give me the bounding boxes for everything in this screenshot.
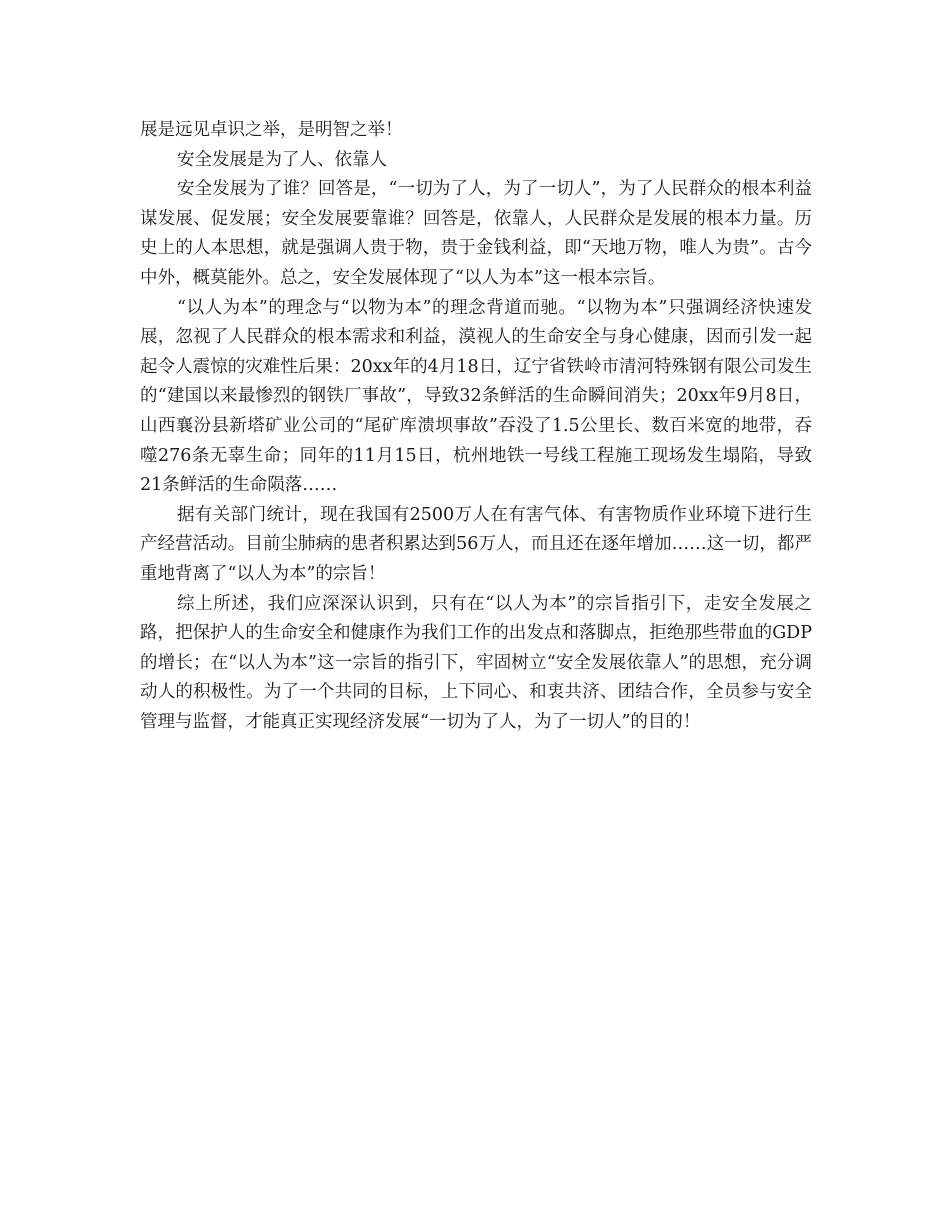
document-body <box>140 116 812 737</box>
paragraph-purpose: 安全发展为了谁？回答是，“一切为了人，为了一切人”，为了人民群众的根本利益谋发展、促发展；安全发展要靠谁？回答是，依靠人，人民群众是发展的根本力量。历史上的人本思想，就是强调人贵于物，贵于金钱利益，即“天地万物，唯人为贵”。古今中外，概莫能外。总之，安全发展体现了“以人为本”这一根本宗旨。 <box>140 179 812 288</box>
paragraph-contrast: “以人为本”的理念与“以物为本”的理念背道而驰。“以物为本”只强调经济快速发展，忽视了人民群众的根本需求和利益，漠视人的生命安全与身心健康，因而引发一起起令人震惊的灾难性后果：20xx年的4月18日，辽宁省铁岭市清河特殊钢有限公司发生的“建国以来最惨烈的钢铁厂事故”，导致32条鲜活的生命瞬间消失；20xx年9月8日，山西襄汾县新塔矿业公司的“尾矿库溃坝事故”吞没了1.5公里长、数百米宽的地带，吞噬276条无辜生命；同年的11月15日，杭州地铁一号线工程施工现场发生塌陷，导致21条鲜活的生命陨落…… <box>140 297 812 496</box>
section-heading: 安全发展是为了人、依靠人 <box>177 149 387 170</box>
paragraph-conclusion: 综上所述，我们应深深认识到，只有在“以人为本”的宗旨指引下，走安全发展之路，把保护人的生命安全和健康作为我们工作的出发点和落脚点，拒绝那些带血的GDP的增长；在“以人为本”这一宗旨的指引下，牢固树立“安全发展依靠人”的思想，充分调动人的积极性。为了一个共同的目标，上下同心、和衷共济、团结合作，全员参与安全管理与监督，才能真正实现经济发展“一切为了人，为了一切人”的目的！ <box>140 593 812 732</box>
paragraph-continuation: 展是远见卓识之举，是明智之举！ <box>140 120 403 140</box>
paragraph-statistics: 据有关部门统计，现在我国有2500万人在有害气体、有害物质作业环境下进行生产经营活动。目前尘肺病的患者积累达到56万人，而且还在逐年增加……这一切，都严重地背离了“以人为本”的宗旨！ <box>140 504 812 584</box>
